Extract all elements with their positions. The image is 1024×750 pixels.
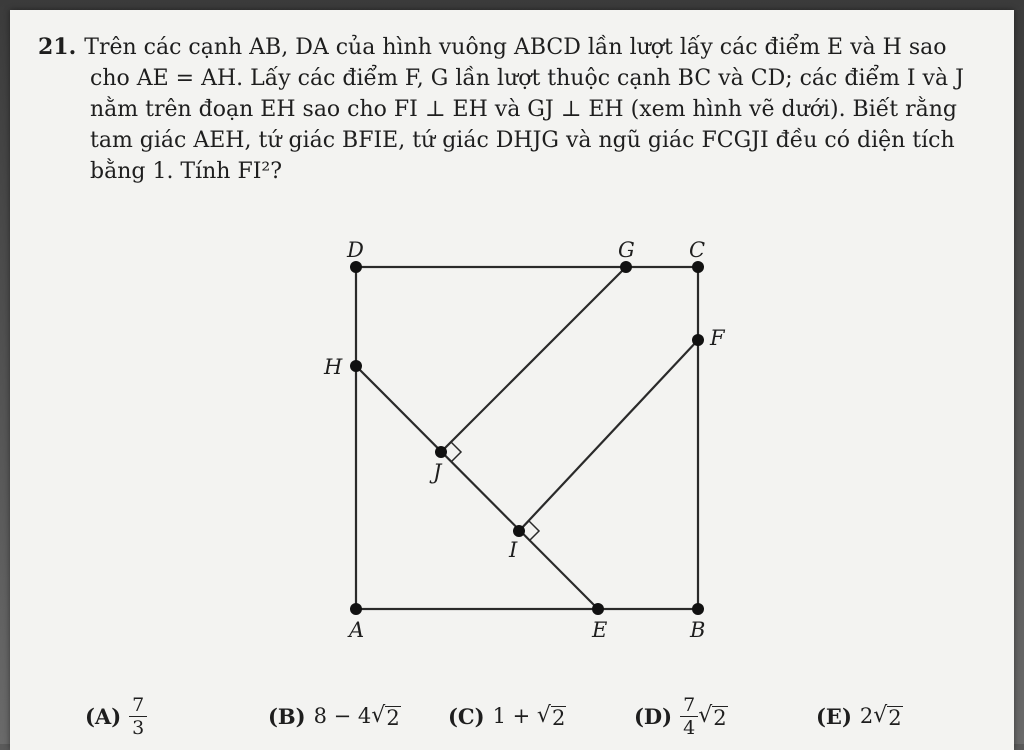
choice-d[interactable] xyxy=(634,688,728,744)
label-i: I xyxy=(509,538,518,562)
problem-line-4: tam giác AEH, tứ giác BFIE, tứ giác DHJG và ngũ giác FCGJI đều có diện tích xyxy=(90,128,955,153)
label-h: H xyxy=(324,355,343,379)
segment-fi xyxy=(519,340,698,531)
label-e: E xyxy=(592,618,608,642)
problem-line-1: Trên các cạnh AB, DA của hình vuông ABCD lần lượt lấy các điểm E và H sao xyxy=(84,35,947,60)
point-h xyxy=(350,360,362,372)
choice-d-numerator: 7 xyxy=(680,694,698,717)
label-c: C xyxy=(689,238,706,262)
label-d: D xyxy=(347,238,364,262)
choice-b-label: (B) xyxy=(268,703,306,729)
problem-line-3: nằm trên đoạn EH sao cho FI ⊥ EH và GJ ⊥ EH (xem hình vẽ dưới). Biết rằng xyxy=(90,97,958,122)
segment-gj xyxy=(441,267,626,452)
choice-c-label: (C) xyxy=(448,703,485,729)
choice-b-prefix: 8 − 4 xyxy=(313,704,372,728)
point-j xyxy=(435,446,447,458)
choice-e[interactable] xyxy=(816,688,903,744)
choice-c-sqrt: √ 2 xyxy=(536,703,566,730)
choice-e-radicand: 2 xyxy=(888,706,902,730)
choice-b-radicand: 2 xyxy=(386,706,400,730)
square-abcd xyxy=(356,267,698,609)
geometry-figure xyxy=(300,225,760,649)
label-f: F xyxy=(710,326,725,350)
choice-c[interactable] xyxy=(448,688,566,744)
point-g xyxy=(620,261,632,273)
point-b xyxy=(692,603,704,615)
choice-c-prefix: 1 + xyxy=(492,704,537,728)
label-b: B xyxy=(690,618,706,642)
choice-e-sqrt: √ 2 xyxy=(873,703,902,730)
choice-d-label: (D) xyxy=(634,703,673,729)
point-c xyxy=(692,261,704,273)
segment-eh xyxy=(356,366,598,609)
point-i xyxy=(513,525,525,537)
choice-a[interactable] xyxy=(85,688,147,744)
point-e xyxy=(592,603,604,615)
answer-choices xyxy=(10,688,1014,748)
label-j: J xyxy=(433,460,442,484)
choice-d-denominator: 4 xyxy=(683,716,696,739)
figure-lines xyxy=(356,267,698,609)
choice-a-denominator: 3 xyxy=(132,716,145,739)
choice-d-sqrt: √ 2 xyxy=(698,703,727,730)
choice-a-fraction xyxy=(129,694,147,739)
choice-d-radicand: 2 xyxy=(713,706,727,730)
point-f xyxy=(692,334,704,346)
choice-c-radicand: 2 xyxy=(551,706,566,730)
label-a: A xyxy=(349,618,365,642)
figure-points xyxy=(350,261,704,615)
problem-statement xyxy=(38,32,983,187)
problem-number: 21. xyxy=(38,34,77,60)
figure-labels xyxy=(323,238,726,642)
choice-b[interactable] xyxy=(268,688,401,744)
choice-a-label: (A) xyxy=(85,703,122,729)
label-g: G xyxy=(618,238,635,262)
point-a xyxy=(350,603,362,615)
worksheet-page xyxy=(10,10,1014,750)
square-diagram xyxy=(300,225,760,645)
choice-e-prefix: 2 xyxy=(859,704,874,728)
problem-line-5: bằng 1. Tính FI²? xyxy=(90,159,283,184)
point-d xyxy=(350,261,362,273)
choice-e-label: (E) xyxy=(816,703,852,729)
choice-b-sqrt: √ 2 xyxy=(371,703,400,730)
problem-line-2: cho AE = AH. Lấy các điểm F, G lần lượt thuộc cạnh BC và CD; các điểm I và J xyxy=(90,66,964,91)
choice-d-fraction xyxy=(680,694,698,739)
choice-a-numerator: 7 xyxy=(129,694,147,717)
